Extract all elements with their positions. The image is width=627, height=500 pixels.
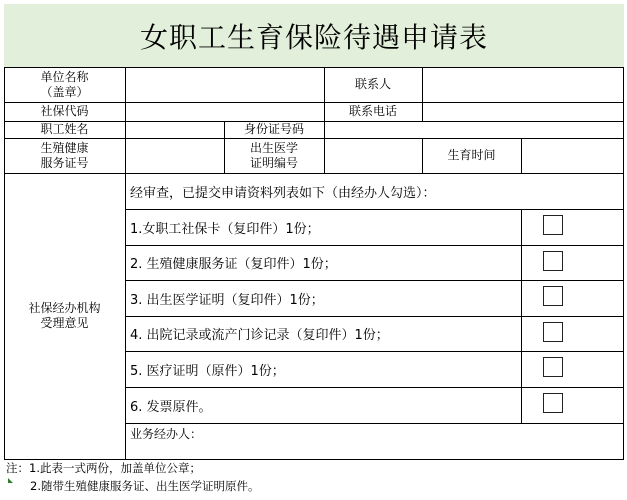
birth-time-label: 生育时间 xyxy=(447,148,496,162)
birth-medical-cert-label: 出生医学 证明编号 xyxy=(249,140,298,170)
item-4-checkbox[interactable] xyxy=(543,322,563,342)
unit-name-field[interactable] xyxy=(125,67,324,102)
id-number-label: 身份证号码 xyxy=(243,122,304,136)
agency-opinion-label: 社保经办机构 受理意见 xyxy=(28,301,101,330)
list-item: 6. 发票原件。 xyxy=(130,399,212,415)
item-5-checkbox[interactable] xyxy=(543,357,563,377)
form-title: 女职工生育保险待遇申请表 xyxy=(4,4,624,67)
item-1-checkbox[interactable] xyxy=(543,215,563,235)
item-3-checkbox[interactable] xyxy=(543,286,563,306)
employee-name-field[interactable] xyxy=(125,121,224,138)
birth-time-field[interactable] xyxy=(521,138,624,173)
list-item: 4. 出院记录或流产门诊记录（复印件）1份； xyxy=(130,328,389,343)
social-code-label: 社保代码 xyxy=(40,104,89,118)
unit-name-label: 单位名称 （盖章） xyxy=(40,69,89,99)
item-2-checkbox[interactable] xyxy=(543,251,563,271)
contact-person-field[interactable] xyxy=(422,67,624,102)
handler-label: 业务经办人： xyxy=(130,426,203,441)
id-number-field[interactable] xyxy=(324,121,624,138)
reproductive-cert-field[interactable] xyxy=(125,138,224,173)
contact-phone-label: 联系电话 xyxy=(348,104,397,118)
list-item: 2. 生殖健康服务证（复印件）1份； xyxy=(130,257,337,272)
list-item: 3. 出生医学证明（复印件）1份； xyxy=(130,292,324,308)
list-item: 5. 医疗证明（原件）1份； xyxy=(130,363,285,379)
application-form xyxy=(4,67,624,460)
employee-name-label: 职工姓名 xyxy=(40,122,89,136)
note-line-2: 2.随带生殖健康服务证、出生医学证明原件。 xyxy=(30,479,260,493)
contact-phone-field[interactable] xyxy=(422,102,624,121)
reproductive-cert-label: 生殖健康 服务证号 xyxy=(40,140,89,170)
contact-person-label: 联系人 xyxy=(354,77,391,91)
list-item: 1.女职工社保卡（复印件）1份； xyxy=(130,221,320,237)
note-line-1: 注：1.此表一式两份，加盖单位公章； xyxy=(6,461,201,475)
birth-medical-cert-field[interactable] xyxy=(324,138,422,173)
review-intro: 经审查，已提交申请资料列表如下（由经办人勾选）： xyxy=(130,185,436,201)
grid-line xyxy=(521,209,522,424)
item-6-checkbox[interactable] xyxy=(543,393,563,413)
social-code-field[interactable] xyxy=(125,102,324,121)
cell-marker-icon xyxy=(8,478,13,483)
